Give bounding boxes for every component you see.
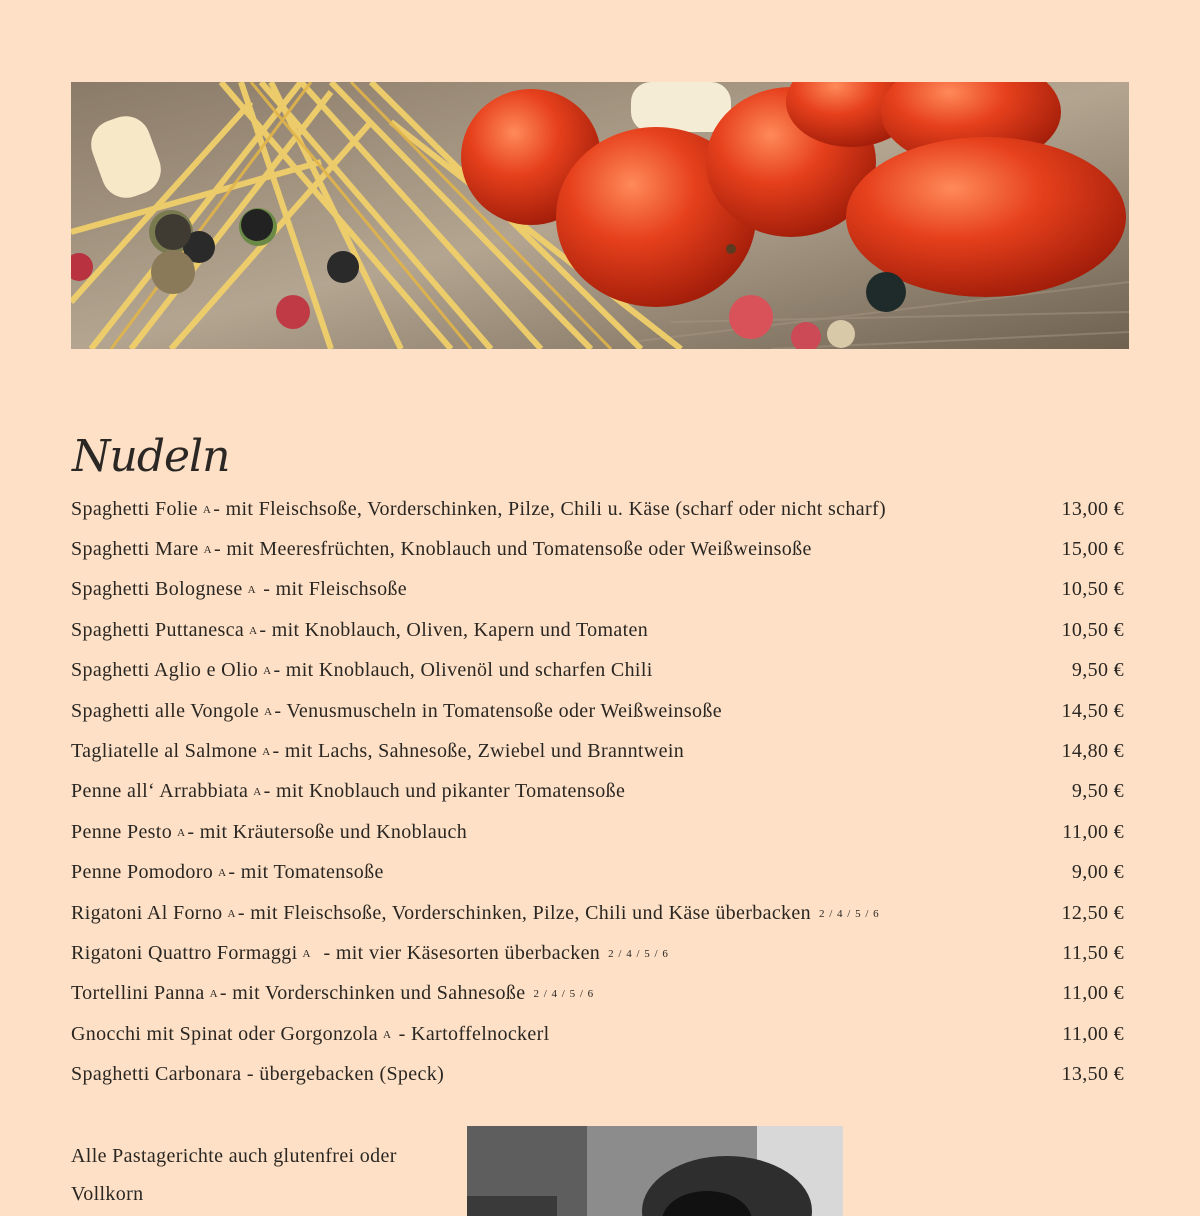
menu-item-description: - mit vier Käsesorten überbacken [312, 941, 601, 964]
menu-item-text: Penne Pomodoro $^A$ - mit Tomatensoße [71, 861, 384, 884]
menu-item-text: Spaghetti Aglio e Olio $^A$ - mit Knoblauch, Olivenöl und scharfen Chili [71, 659, 653, 682]
menu-item-price: 11,00 € [1062, 1022, 1124, 1045]
menu-item-description: - mit Fleischsoße, Vorderschinken, Pilze, Chili u. Käse (scharf oder nicht scharf) [213, 497, 887, 520]
menu-item-price: 11,50 € [1062, 941, 1124, 964]
menu-item-description: - mit Knoblauch, Olivenöl und scharfen Chili [273, 659, 653, 682]
hero-pasta-tomato-image [71, 82, 1129, 349]
menu-item-name: Spaghetti Carbonara [71, 1063, 242, 1086]
menu-item-name: Rigatoni Quattro Formaggi [71, 941, 298, 964]
menu-item-description: - mit Kräutersoße und Knoblauch [187, 820, 468, 843]
section-title: Nudeln [72, 431, 230, 483]
menu-item-price: 15,00 € [1061, 538, 1124, 561]
menu-item-price: 13,00 € [1061, 497, 1124, 520]
menu-item [71, 812, 1124, 852]
menu-item-description: - Kartoffelnockerl [393, 1022, 550, 1045]
menu-item-name: Spaghetti Puttanesca [71, 618, 245, 641]
menu-item-name: Penne all‘ Arrabbiata [71, 780, 249, 803]
menu-item-name: Spaghetti Aglio e Olio [71, 659, 259, 682]
menu-item [71, 691, 1124, 731]
menu-item-text: Spaghetti Bolognese $^A$ - mit Fleischsoße [71, 578, 408, 601]
menu-item-price: 10,50 € [1061, 578, 1124, 601]
menu-item-price: 13,50 € [1061, 1063, 1124, 1086]
menu-item-text [71, 1063, 444, 1086]
menu-item-text: Penne all‘ Arrabbiata $^A$ - mit Knoblauch und pikanter Tomatensoße [71, 780, 626, 803]
pasta-menu-list [71, 489, 1124, 1095]
menu-item-name: Spaghetti alle Vongole [71, 699, 260, 722]
menu-item [71, 731, 1124, 771]
menu-item-text: Spaghetti Puttanesca $^A$ - mit Knoblauch, Oliven, Kapern und Tomaten [71, 618, 649, 641]
menu-item-text: Gnocchi mit Spinat oder Gorgonzola $^A$ - Kartoffelnockerl [71, 1022, 550, 1045]
menu-item-text: Spaghetti Folie $^A$ - mit Fleischsoße, Vorderschinken, Pilze, Chili u. Käse (scharf oder nicht scharf) [71, 497, 887, 520]
menu-item-text: Spaghetti alle Vongole $^A$ - Venusmuscheln in Tomatensoße oder Weißweinsoße [71, 699, 722, 722]
menu-item-price: 11,00 € [1062, 820, 1124, 843]
menu-item-description: - Venusmuscheln in Tomatensoße oder Weißweinsoße [274, 699, 722, 722]
menu-item [71, 853, 1124, 893]
menu-item-description: - mit Vorderschinken und Sahnesoße [219, 982, 526, 1005]
menu-item-name: Tortellini Panna [71, 982, 205, 1005]
menu-item-price: 9,00 € [1071, 861, 1124, 884]
menu-item-text: Rigatoni Al Forno $^A$ - mit Fleischsoße, Vorderschinken, Pilze, Chili und Käse überbacken $^{2 / 4 / 5 / 6}$ [71, 901, 880, 924]
menu-item-text: Tagliatelle al Salmone $^A$ - mit Lachs, Sahnesoße, Zwiebel und Branntwein [71, 740, 685, 763]
menu-item-description: - mit Meeresfrüchten, Knoblauch und Tomatensoße oder Weißweinsoße [213, 538, 812, 561]
menu-item-description: - mit Fleischsoße, Vorderschinken, Pilze, Chili und Käse überbacken [237, 901, 811, 924]
menu-item-price: 12,50 € [1061, 901, 1124, 924]
menu-item [71, 893, 1124, 933]
menu-item [71, 529, 1124, 569]
menu-item-name: Tagliatelle al Salmone [71, 740, 258, 763]
menu-item-description: - mit Knoblauch und pikanter Tomatensoße [263, 780, 626, 803]
menu-item-text: Penne Pesto $^A$ - mit Kräutersoße und Knoblauch [71, 820, 468, 843]
menu-item-description: - mit Lachs, Sahnesoße, Zwiebel und Branntwein [272, 740, 685, 763]
menu-item-name: Gnocchi mit Spinat oder Gorgonzola [71, 1022, 379, 1045]
menu-item-price: 9,50 € [1071, 780, 1124, 803]
menu-item-name: Rigatoni Al Forno [71, 901, 223, 924]
menu-item-name: Penne Pomodoro [71, 861, 214, 884]
menu-item-name: Spaghetti Mare [71, 538, 199, 561]
menu-item-price: 11,00 € [1062, 982, 1124, 1005]
menu-item-text: Rigatoni Quattro Formaggi $^A$ - mit vier Käsesorten überbacken $^{2 / 4 / 5 / 6}$ [71, 941, 669, 964]
menu-item-description: - mit Knoblauch, Oliven, Kapern und Tomaten [259, 618, 649, 641]
menu-item-name: Spaghetti Folie [71, 497, 198, 520]
menu-item [71, 974, 1124, 1014]
chef-photo [467, 1126, 843, 1216]
menu-item-text: Tortellini Panna $^A$ - mit Vorderschinken und Sahnesoße $^{2 / 4 / 5 / 6}$ [71, 982, 595, 1005]
menu-item-name: Spaghetti Bolognese [71, 578, 243, 601]
menu-item-description: - mit Tomatensoße [228, 861, 384, 884]
pasta-note: Alle Pastagerichte auch glutenfrei oder Vollkorn [71, 1145, 397, 1205]
menu-item-text: Spaghetti Mare $^A$ - mit Meeresfrüchten, Knoblauch und Tomatensoße oder Weißweinsoße [71, 538, 812, 561]
menu-item [71, 489, 1124, 529]
menu-item [71, 570, 1124, 610]
menu-item-description: - mit Fleischsoße [257, 578, 408, 601]
menu-item [71, 1014, 1124, 1054]
menu-item-name: Penne Pesto [71, 820, 173, 843]
menu-item [71, 772, 1124, 812]
menu-item [71, 1054, 1124, 1094]
menu-item-price: 14,80 € [1061, 740, 1124, 763]
menu-item-price: 14,50 € [1061, 699, 1124, 722]
menu-item-description: - übergebacken (Speck) [246, 1063, 445, 1086]
menu-item-price: 10,50 € [1061, 618, 1124, 641]
menu-item [71, 651, 1124, 691]
menu-item [71, 933, 1124, 973]
menu-item [71, 610, 1124, 650]
menu-item-price: 9,50 € [1071, 659, 1124, 682]
